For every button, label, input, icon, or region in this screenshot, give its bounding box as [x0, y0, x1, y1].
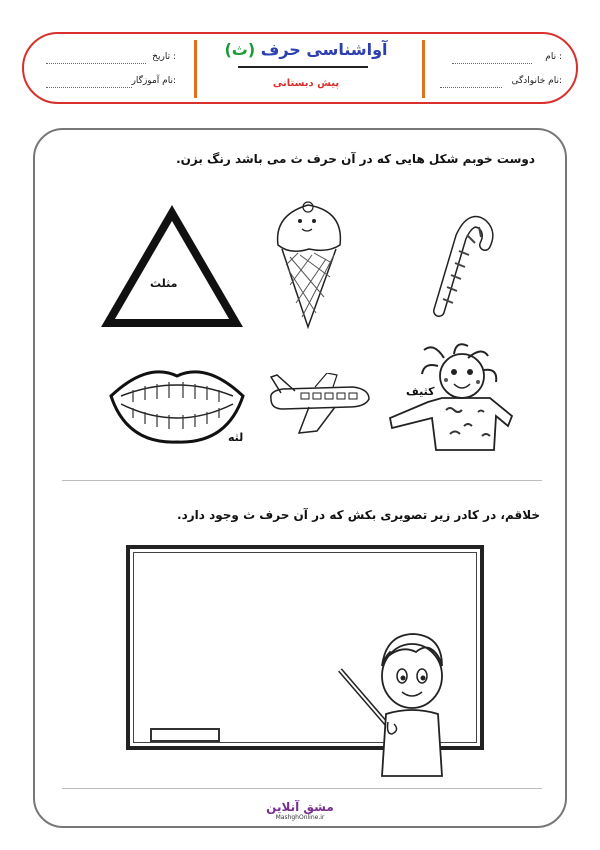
footer-logo — [260, 800, 340, 830]
footer-divider — [62, 788, 542, 789]
header-separator-right — [422, 40, 425, 98]
ice-cream-image — [268, 193, 350, 333]
teacher-label: نام آموزگار: — [131, 76, 176, 86]
instruction-1: دوست خوبم شکل هایی که در آن حرف ث می باشد رنگ بزن. — [176, 152, 535, 166]
instruction-2: خلاقم، در کادر زیر تصویری بکش که در آن حرف ث وجود دارد. — [177, 508, 540, 522]
family-line — [440, 87, 502, 88]
section-divider — [62, 480, 542, 481]
date-label: تاریخ : — [152, 52, 176, 62]
logo-text: مشق آنلاین — [266, 800, 334, 814]
title-letter: (ث) — [224, 40, 256, 59]
logo-subtext: MashghOnline.ir — [275, 814, 325, 821]
teacher-line — [46, 87, 132, 88]
family-label: نام خانوادگی: — [511, 76, 562, 86]
name-label: نام : — [545, 52, 562, 62]
label-dirty: کثیف — [406, 385, 435, 398]
page-title — [216, 40, 396, 59]
dirty-kid-image — [384, 340, 520, 455]
label-triangle: مثلث — [150, 277, 178, 290]
header-separator-left — [194, 40, 197, 98]
teacher-boy-image — [330, 630, 450, 780]
eraser-image — [150, 728, 220, 742]
candy-cane-image — [425, 207, 495, 319]
date-line — [46, 63, 146, 64]
title-underline — [238, 66, 368, 68]
name-line — [452, 63, 532, 64]
title-main: آواشناسی حرف — [260, 40, 388, 59]
subtitle: پیش دبستانی — [272, 78, 340, 89]
label-gum: لثه — [228, 431, 244, 444]
airplane-image — [265, 373, 373, 437]
teeth-image — [107, 360, 247, 445]
header-box — [22, 32, 578, 104]
triangle-image — [100, 205, 244, 331]
